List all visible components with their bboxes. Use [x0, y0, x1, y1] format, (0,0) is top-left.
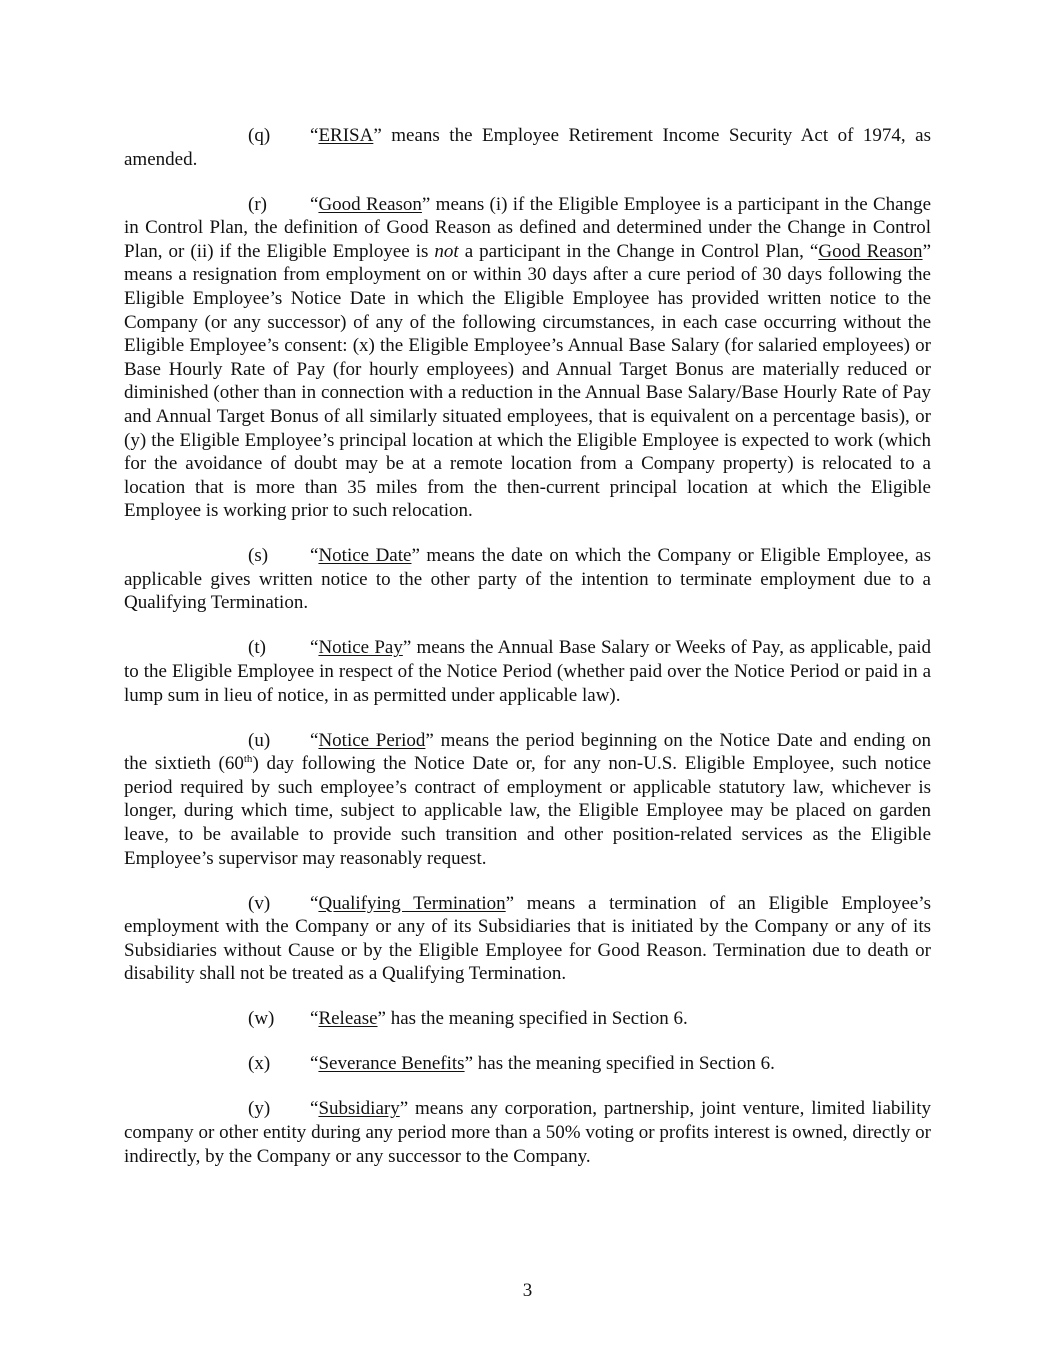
- definition-text: ” means any corporation, partnership, joint venture, limited liability company or other entity during any period more than a 50% voting or profits interest is owned, directly or indirectly, by the Company or any successor to the Company.: [124, 1098, 931, 1167]
- definition-w: (w) “Release” has the meaning specified in Section 6.: [248, 1008, 688, 1030]
- defined-term: Notice Date: [318, 545, 412, 567]
- emphasis-text: not: [434, 240, 459, 262]
- definition-q: (q) “ERISA” means the Employee Retirement Income Security Act of 1974, as amended.: [124, 125, 931, 170]
- definition-v: (v) “Qualifying Termination” means a termination of an Eligible Employee’s employment with the Company or any of its Subsidiaries that is initiated by the Company or any of its Subsidiaries without Cause or by the Eligible Employee for Good Reason. Termination due to death or disability shall not be treated as a Qualifying Termination.: [124, 892, 931, 985]
- definition-text: ” means a resignation from employment on or within 30 days after a cure period of 30 days following the Eligible Employee’s Notice Date in which the Eligible Employee has provided written notice to the Company (or any successor) of any of the following circumstances, in each case occurring without the Eligible Employee’s consent: (x) the Eligible Employee’s Annual Base Salary (for salaried employees) or Base Hourly Rate of Pay (for hourly employees) and Annual Target Bonus are materially reduced or diminished (other than in connection with a reduction in the Annual Base Salary/Base Hourly Rate of Pay and Annual Target Bonus of all similarly situated employees, that is equivalent on a percentage basis), or (y) the Eligible Employee’s principal location at which the Eligible Employee is expected to work (which for the avoidance of doubt may be at a remote location from a Company property) is relocated to a location that is more than 35 miles from the then-current principal location at which the Eligible Employee is working prior to such relocation.: [124, 240, 931, 522]
- page-number: 3: [522, 1280, 533, 1301]
- defined-term: Severance Benefits: [318, 1053, 465, 1075]
- definition-text: ” means the date on which the Company or Eligible Employee, as applicable gives written notice to the other party of the intention to terminate employment due to a Qualifying Termination.: [124, 545, 932, 614]
- definition-text: ” means the Employee Retirement Income Security Act of 1974, as amended.: [124, 125, 931, 170]
- definition-text: ” means (i) if the Eligible Employee is a participant in the Change in Control Plan, the definition of Good Reason as defined and determined under the Change in Control Plan, or (ii) if the Eligible Employee is: [124, 193, 931, 262]
- definition-text: ) day following the Notice Date or, for any non-U.S. Eligible Employee, such notice period required by such employee’s contract of employment or applicable statutory law, whichever is longer, during which time, subject to applicable law, the Eligible Employee may be placed on garden leave, to be available to provide such transition and other position-related services as the Eligible Employee’s supervisor may reasonably request.: [124, 753, 932, 869]
- definition-text: ” means a termination of an Eligible Employee’s employment with the Company or any of its Subsidiaries that is initiated by the Company or any of its Subsidiaries without Cause or by the Eligible Employee for Good Reason. Termination due to death or disability shall not be treated as a Qualifying Termination.: [124, 892, 931, 985]
- definition-text: ” means the period beginning on the Notice Date and ending on the sixtieth (60: [124, 729, 931, 775]
- definition-label: (t): [248, 637, 266, 659]
- definition-text: a participant in the Change in Control Plan, “: [458, 240, 819, 262]
- defined-term: ERISA: [318, 125, 374, 146]
- defined-term: Subsidiary: [318, 1098, 400, 1120]
- definition-label: (r): [248, 193, 267, 215]
- definition-y: (y) “Subsidiary” means any corporation, partnership, joint venture, limited liability company or other entity during any period more than a 50% voting or profits interest is owned, directly or indirectly, by the Company or any successor to the Company.: [124, 1098, 931, 1167]
- ordinal-superscript: th: [243, 753, 253, 766]
- definition-x: (x) “Severance Benefits” has the meaning specified in Section 6.: [248, 1053, 775, 1075]
- definition-t: (t) “Notice Pay” means the Annual Base Salary or Weeks of Pay, as applicable, paid to the Eligible Employee in respect of the Notice Period (whether paid over the Notice Period or paid in a lump sum in lieu of notice, in as permitted under applicable law).: [124, 637, 931, 706]
- defined-term: Notice Pay: [318, 637, 403, 659]
- definition-text: ” means the Annual Base Salary or Weeks of Pay, as applicable, paid to the Eligible Employee in respect of the Notice Period (whether paid over the Notice Period or paid in a lump sum in lieu of notice, in as permitted under applicable law).: [124, 637, 931, 706]
- defined-term: Notice Period: [318, 729, 426, 751]
- definition-text: ” has the meaning specified in Section 6.: [464, 1053, 775, 1075]
- defined-term: Good Reason: [318, 193, 422, 215]
- definition-label: (x): [248, 1053, 271, 1075]
- definition-label: (u): [248, 729, 271, 751]
- defined-term: Good Reason: [818, 240, 923, 262]
- definition-u: (u) “Notice Period” means the period beginning on the Notice Date and ending on the sixtieth (60th) day following the Notice Date or, for any non-U.S. Eligible Employee, such notice period required by such employee’s contract of employment or applicable statutory law, whichever is longer, during which time, subject to applicable law, the Eligible Employee may be placed on garden leave, to be available to provide such transition and other position-related services as the Eligible Employee’s supervisor may reasonably request.: [124, 729, 932, 869]
- defined-term: Qualifying Termination: [318, 892, 506, 914]
- defined-term: Release: [318, 1008, 378, 1030]
- document-body: [124, 124, 931, 1189]
- definition-label: (q): [248, 125, 271, 146]
- definition-label: (v): [248, 892, 271, 914]
- definition-label: (y): [248, 1098, 271, 1120]
- definition-label: (w): [248, 1008, 275, 1030]
- definition-text: ” has the meaning specified in Section 6.: [377, 1008, 688, 1030]
- definition-s: (s) “Notice Date” means the date on which the Company or Eligible Employee, as applicable gives written notice to the other party of the intention to terminate employment due to a Qualifying Termination.: [124, 545, 932, 614]
- definition-r: (r) “Good Reason” means (i) if the Eligible Employee is a participant in the Change in Control Plan, the definition of Good Reason as defined and determined under the Change in Control Plan, or (ii) if the Eligible Employee is not a participant in the Change in Control Plan, “Good Reason” means a resignation from employment on or within 30 days after a cure period of 30 days following the Eligible Employee’s Notice Date in which the Eligible Employee has provided written notice to the Company (or any successor) of any of the following circumstances, in each case occurring without the Eligible Employee’s consent: (x) the Eligible Employee’s Annual Base Salary (for salaried employees) or Base Hourly Rate of Pay (for hourly employees) and Annual Target Bonus are materially reduced or diminished (other than in connection with a reduction in the Annual Base Salary/Base Hourly Rate of Pay and Annual Target Bonus of all similarly situated employees, that is equivalent on a percentage basis), or (y) the Eligible Employee’s principal location at which the Eligible Employee is expected to work (which for the avoidance of doubt may be at a remote location from a Company property) is relocated to a location that is more than 35 miles from the then-current principal location at which the Eligible Employee is working prior to such relocation.: [124, 193, 931, 522]
- definition-label: (s): [248, 545, 269, 567]
